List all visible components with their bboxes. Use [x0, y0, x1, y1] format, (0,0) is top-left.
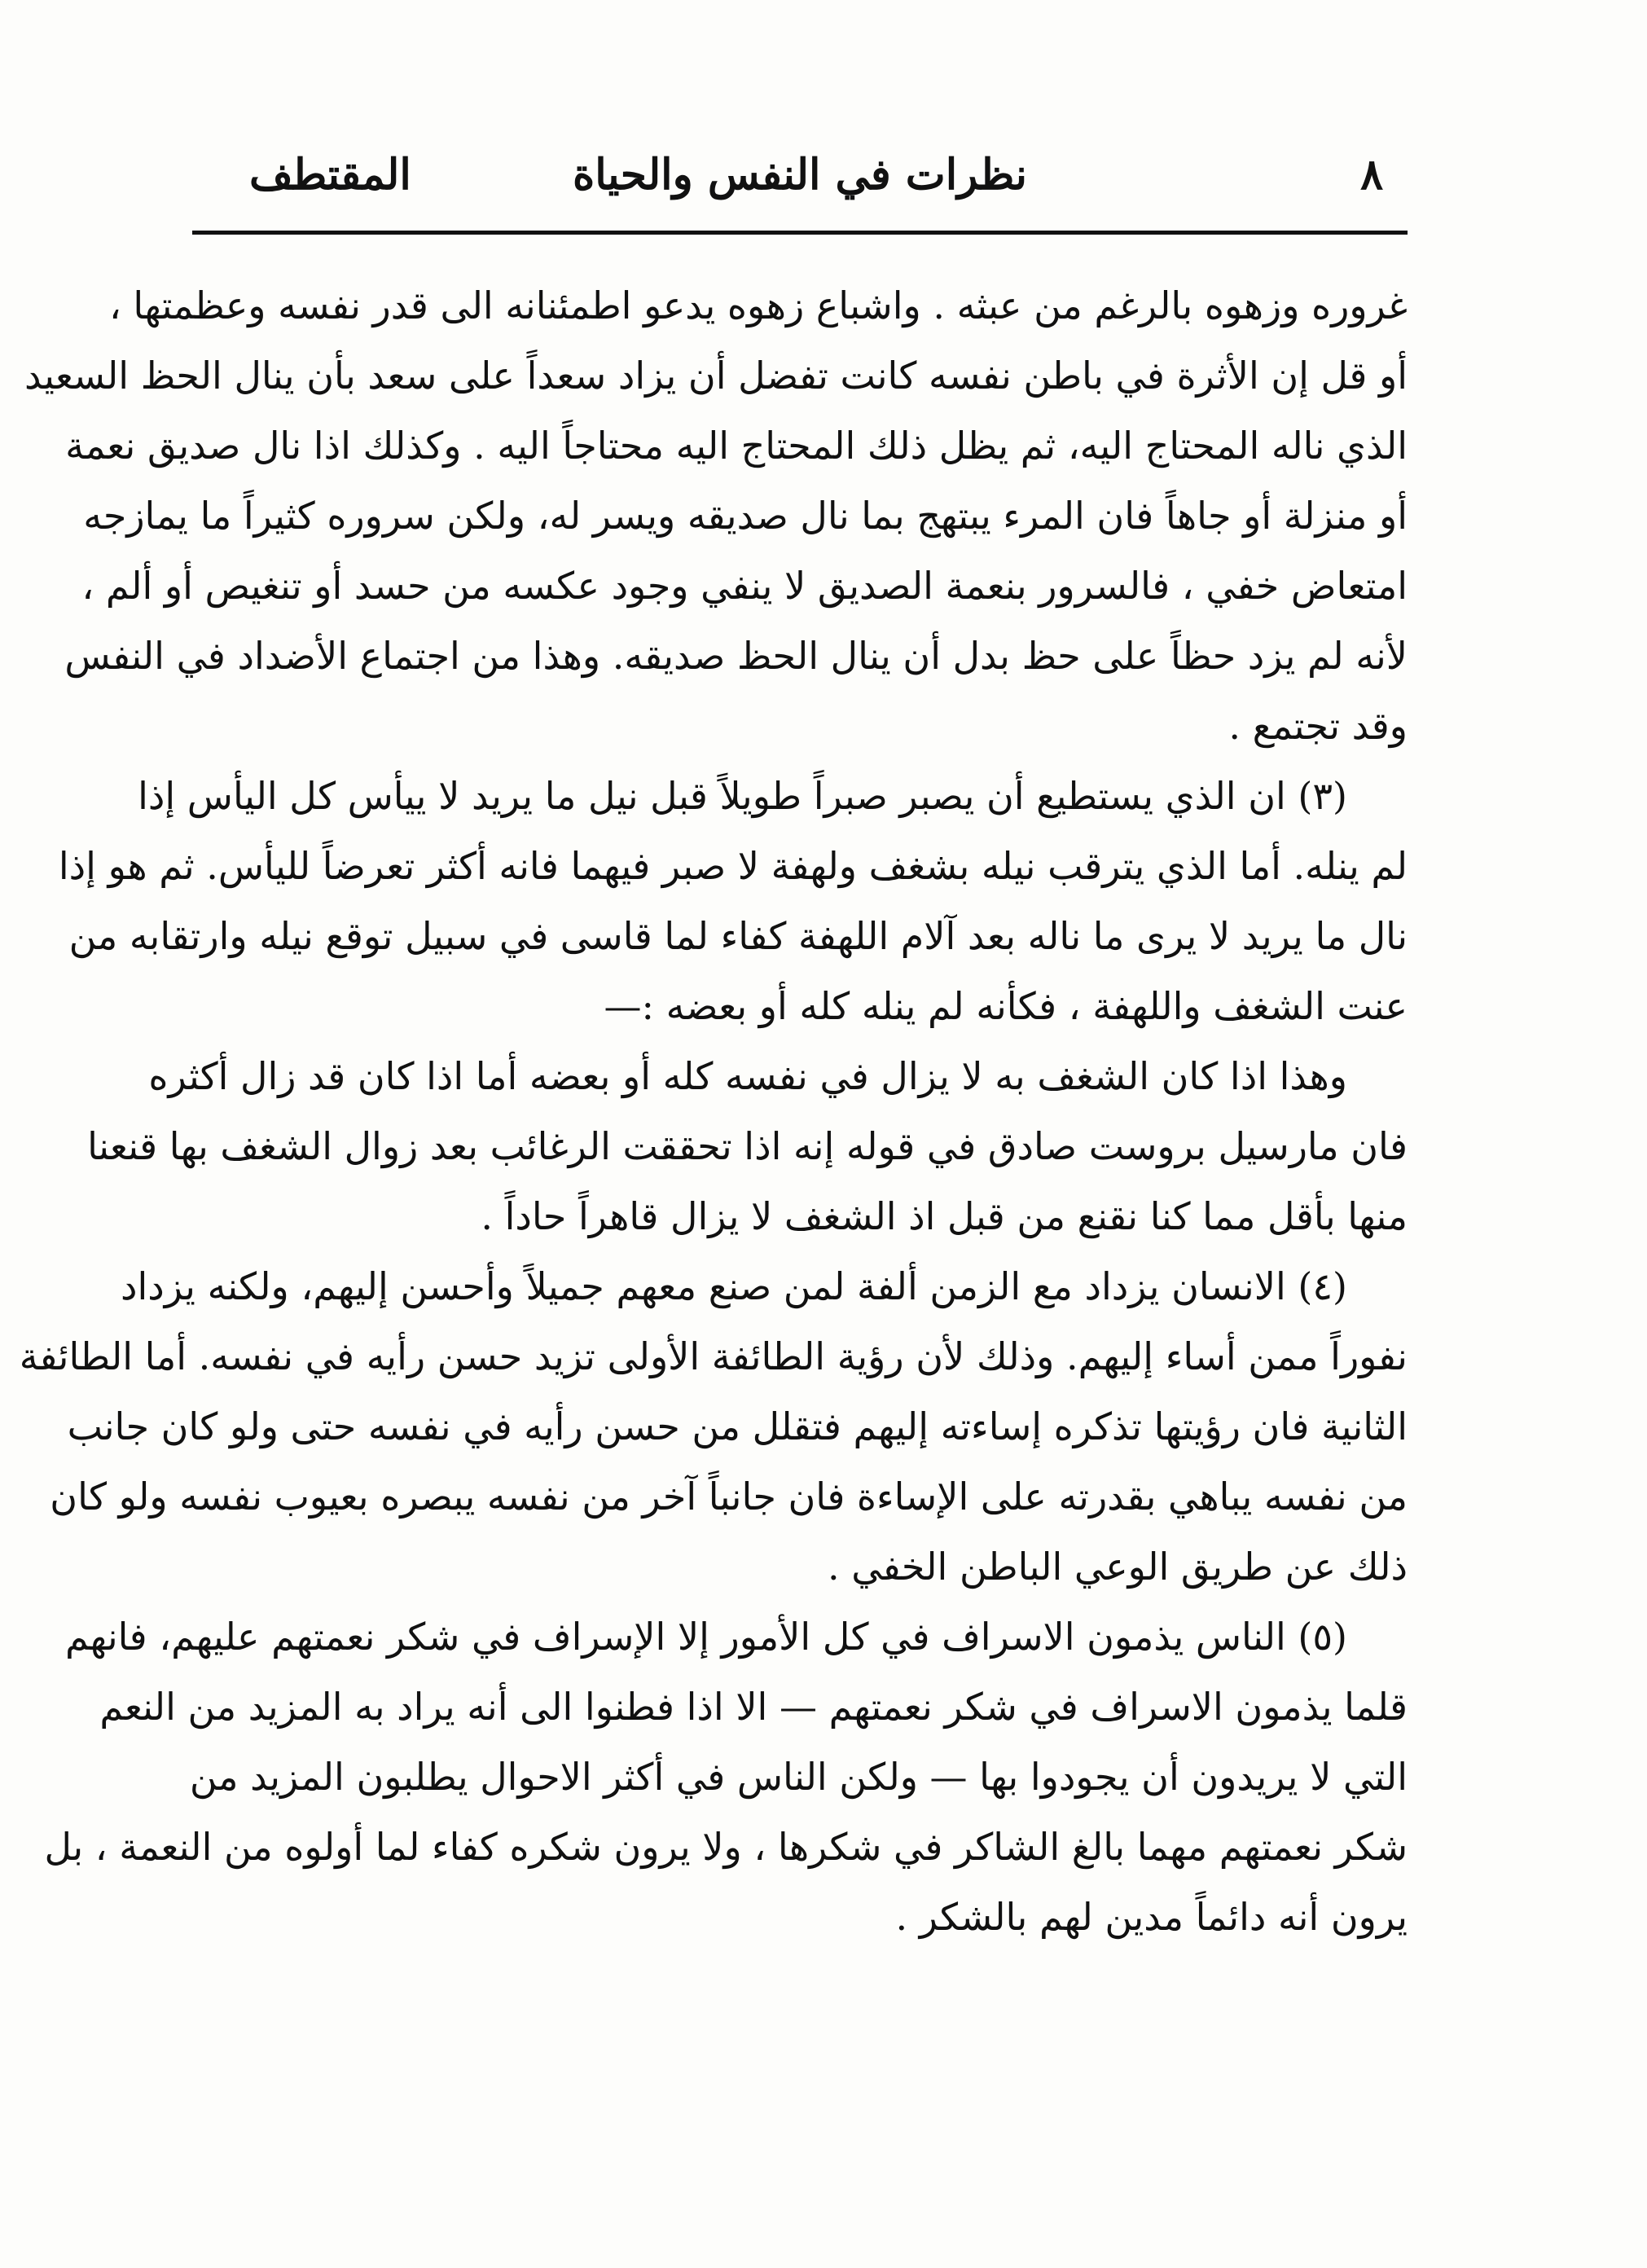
- journal-name: المقتطف: [249, 150, 411, 200]
- text-line: قلما يذمون الاسراف في شكر نعمتهم — الا اذا فطنوا الى أنه يراد به المزيد من النعم: [99, 1685, 1408, 1729]
- text-line: من نفسه يباهي بقدرته على الإساءة فان جانباً آخر من نفسه يبصره بعيوب نفسه ولو كان: [50, 1475, 1408, 1519]
- text-line: عنت الشغف واللهفة ، فكأنه لم ينله كله أو بعضه :—: [604, 984, 1408, 1028]
- header-divider: [192, 231, 1408, 235]
- text-line: منها بأقل مما كنا نقنع من قبل اذ الشغف لا يزال قاهراً حاداً .: [481, 1194, 1408, 1238]
- text-line: يرون أنه دائماً مدين لهم بالشكر .: [895, 1895, 1408, 1939]
- text-line: لم ينله. أما الذي يترقب نيله بشغف ولهفة لا صبر فيهما فانه أكثر تعرضاً لليأس. ثم هو إذا: [58, 844, 1408, 888]
- page-header: [192, 138, 1408, 212]
- text-line: شكر نعمتهم مهما بالغ الشاكر في شكرها ، ولا يرون شكره كفاء لما أولوه من النعمة ، بل: [44, 1825, 1408, 1869]
- paragraph-start-line: (٣) ان الذي يستطيع أن يصبر صبراً طويلاً قبل نيل ما يريد لا ييأس كل اليأس إذا: [138, 774, 1347, 818]
- text-line: أو منزلة أو جاهاً فان المرء يبتهج بما نال صديقه ويسر له، ولكن سروره كثيراً ما يمازجه: [83, 494, 1408, 538]
- page-number: ٨: [1360, 150, 1383, 200]
- text-line: امتعاض خفي ، فالسرور بنعمة الصديق لا ينفي وجود عكسه من حسد أو تنغيص أو ألم ،: [81, 564, 1408, 608]
- paragraph-start-line: (٥) الناس يذمون الاسراف في كل الأمور إلا الإسراف في شكر نعمتهم عليهم، فانهم: [65, 1615, 1347, 1659]
- text-line: لأنه لم يزد حظاً على حظ بدل أن ينال الحظ صديقه. وهذا من اجتماع الأضداد في النفس: [64, 634, 1408, 678]
- text-line: الذي ناله المحتاج اليه، ثم يظل ذلك المحتاج اليه محتاجاً اليه . وكذلك اذا نال صديق نعمة: [65, 424, 1408, 468]
- text-line: ذلك عن طريق الوعي الباطن الخفي .: [827, 1545, 1408, 1589]
- body-text: [19, 270, 1408, 1952]
- running-title: نظرات في النفس والحياة: [572, 150, 1028, 200]
- text-line: أو قل إن الأثرة في باطن نفسه كانت تفضل أن يزاد سعداً على سعد بأن ينال الحظ السعيد: [24, 354, 1408, 398]
- text-line: التي لا يريدون أن يجودوا بها — ولكن الناس في أكثر الاحوال يطلبون المزيد من: [189, 1755, 1408, 1799]
- text-line: فان مارسيل بروست صادق في قوله إنه اذا تحققت الرغائب بعد زوال الشغف بها قنعنا: [87, 1124, 1408, 1168]
- paragraph-start-line: (٤) الانسان يزداد مع الزمن ألفة لمن صنع معهم جميلاً وأحسن إليهم، ولكنه يزداد: [121, 1264, 1347, 1308]
- text-line: الثانية فان رؤيتها تذكره إساءته إليهم فتقلل من حسن رأيه في نفسه حتى ولو كان جانب: [67, 1404, 1408, 1448]
- text-line: وقد تجتمع .: [1228, 704, 1408, 748]
- text-line: نال ما يريد لا يرى ما ناله بعد آلام اللهفة كفاء لما قاسى في سبيل توقع نيله وارتقابه من: [68, 914, 1408, 958]
- paragraph-start-line: وهذا اذا كان الشغف به لا يزال في نفسه كله أو بعضه أما اذا كان قد زال أكثره: [148, 1054, 1347, 1098]
- text-line: نفوراً ممن أساء إليهم. وذلك لأن رؤية الطائفة الأولى تزيد حسن رأيه في نفسه. أما الطائفة: [19, 1334, 1408, 1378]
- text-line: غروره وزهوه بالرغم من عبثه . واشباع زهوه يدعو اطمئنانه الى قدر نفسه وعظمتها ،: [108, 284, 1408, 327]
